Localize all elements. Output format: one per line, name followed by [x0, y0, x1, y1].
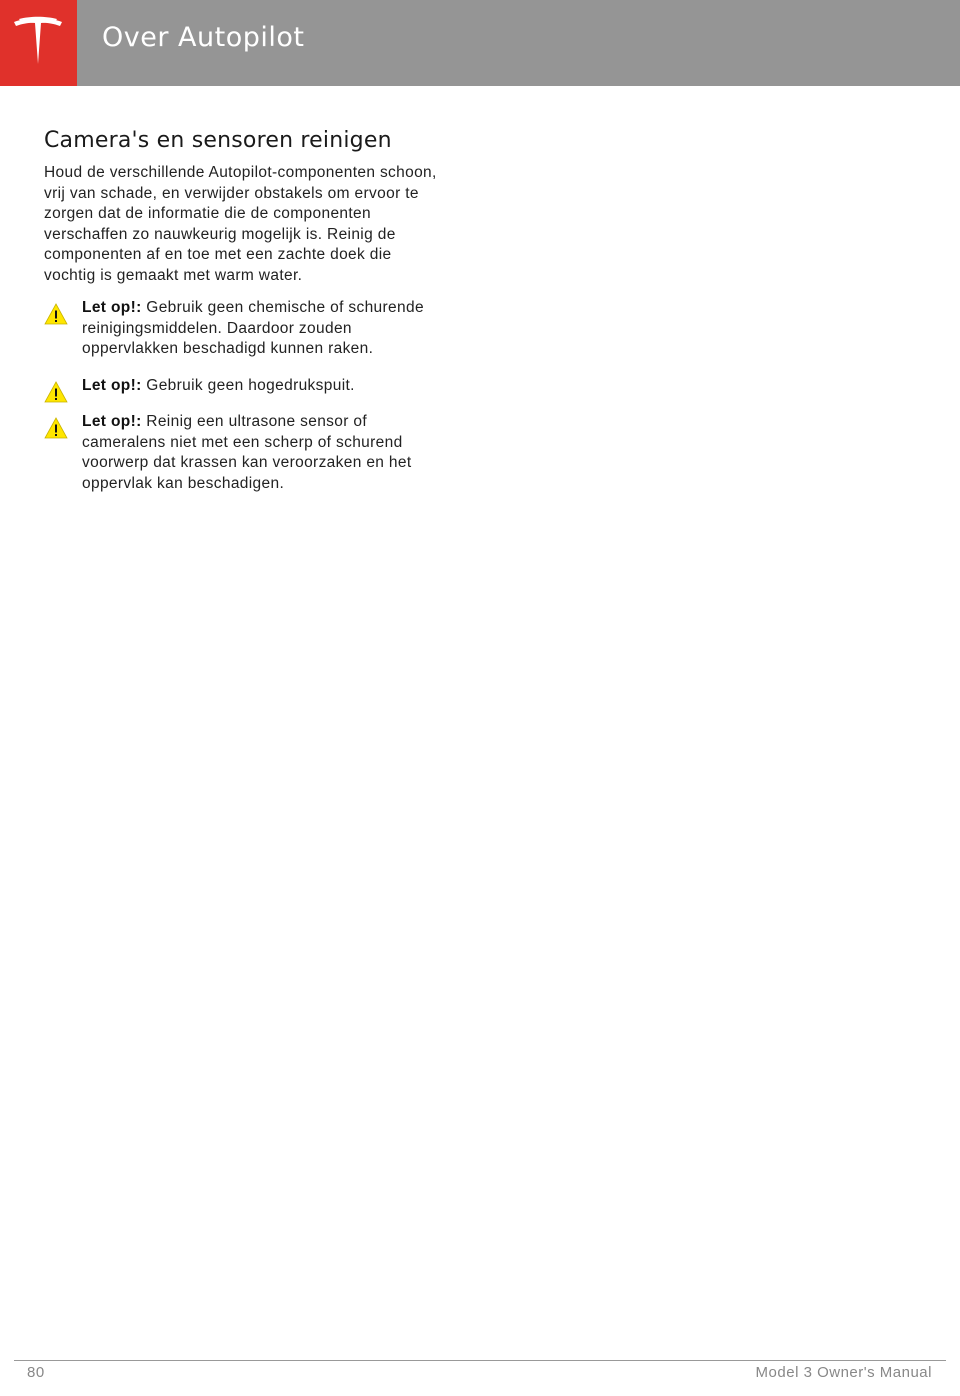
warning-item [44, 412, 442, 494]
warning-triangle-icon [44, 417, 68, 439]
warning-label: Let op!: [82, 413, 142, 430]
page-number: 80 [27, 1364, 45, 1381]
logo-box [0, 0, 77, 86]
section-title: Camera's en sensoren reinigen [44, 128, 392, 153]
tesla-logo-icon [12, 16, 64, 66]
warning-text: Gebruik geen chemische of schurende reinigingsmiddelen. Daardoor zouden oppervlakken beschadigd kunnen raken. [82, 299, 424, 357]
warning-text: Reinig een ultrasone sensor of cameralens niet met een scherp of schurend voorwerp dat krassen kan veroorzaken en het oppervlak kan beschadigen. [82, 413, 412, 492]
warning-item [44, 298, 442, 360]
warning-item [44, 376, 442, 397]
warning-label: Let op!: [82, 376, 142, 394]
section-paragraph: Houd de verschillende Autopilot-componenten schoon, vrij van schade, en verwijder obstakels om ervoor te zorgen dat de informatie die de componenten verschaffen zo nauwkeurig mogelijk is. Reinig de componenten af en toe met een zachte doek die vochtig is gemaakt met warm water. [44, 164, 437, 284]
warning-text: Gebruik geen hogedrukspuit. [146, 376, 355, 394]
page-header [0, 0, 960, 86]
warning-triangle-icon [44, 381, 68, 403]
warning-triangle-icon [44, 303, 68, 325]
footer-divider [14, 1360, 946, 1361]
footer-manual-title: Model 3 Owner's Manual [755, 1364, 932, 1381]
warning-label: Let op!: [82, 299, 142, 316]
main-content [44, 128, 444, 510]
header-title: Over Autopilot [102, 22, 305, 53]
